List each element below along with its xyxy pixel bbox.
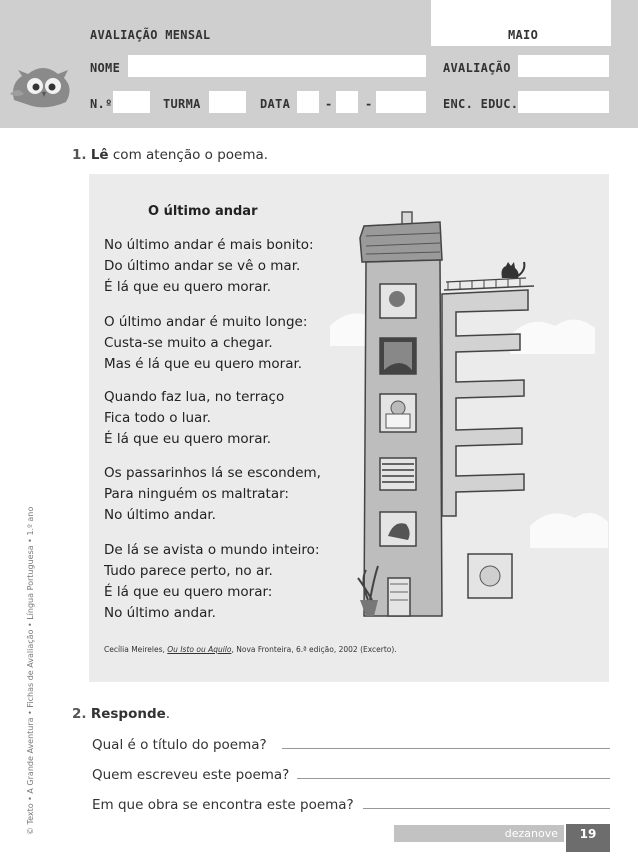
question-1 xyxy=(72,147,268,163)
date-day-field[interactable] xyxy=(297,91,319,113)
question-1-text: com atenção o poema. xyxy=(108,147,269,163)
poem-stanza xyxy=(104,312,307,375)
poem-line: Do último andar se vê o mar. xyxy=(104,258,301,274)
owl-mascot-icon xyxy=(8,50,78,112)
question-2-prompt: Quem escreveu este poema? xyxy=(92,767,290,783)
guardian-label: ENC. EDUC. xyxy=(443,97,519,111)
citation-author: Cecília Meireles, xyxy=(104,645,168,654)
poem-line: É lá que eu quero morar: xyxy=(104,584,273,600)
poem-stanza xyxy=(104,387,284,450)
poem-line: Mas é lá que eu quero morar. xyxy=(104,356,303,372)
page-number: 19 xyxy=(566,824,610,852)
poem-citation xyxy=(104,645,397,654)
question-1-number: 1. xyxy=(72,147,87,163)
poem-line: Para ninguém os maltratar: xyxy=(104,486,289,502)
question-2-prompt: Qual é o título do poema? xyxy=(92,737,267,753)
side-credit-text: © Texto • A Grande Aventura • Fichas de Avaliação • Língua Portuguesa • 1.º ano xyxy=(26,506,35,835)
poem-stanza xyxy=(104,540,320,624)
number-field[interactable] xyxy=(113,91,150,113)
poem-line: No último andar é mais bonito: xyxy=(104,237,314,253)
cat-icon xyxy=(502,262,519,278)
poem-line: Fica todo o luar. xyxy=(104,410,211,426)
question-2-period: . xyxy=(165,706,171,722)
question-2-prompt: Em que obra se encontra este poema? xyxy=(92,797,354,813)
name-field[interactable] xyxy=(128,55,426,77)
number-label: N.º xyxy=(90,97,113,111)
poem-line: De lá se avista o mundo inteiro: xyxy=(104,542,320,558)
cloud-icon xyxy=(530,513,608,548)
date-separator: - xyxy=(365,97,373,111)
answer-line-work[interactable] xyxy=(363,808,610,809)
poem-line: No último andar. xyxy=(104,507,216,523)
class-field[interactable] xyxy=(209,91,246,113)
poem-line: Custa-se muito a chegar. xyxy=(104,335,273,351)
date-month-field[interactable] xyxy=(336,91,358,113)
date-label: DATA xyxy=(260,97,291,111)
question-2 xyxy=(72,706,170,722)
building-illustration xyxy=(330,186,610,626)
poem-line: É lá que eu quero morar. xyxy=(104,431,272,447)
citation-work: Ou Isto ou Aquilo xyxy=(167,645,232,654)
poem-line: Quando faz lua, no terraço xyxy=(104,389,285,405)
poem-title: O último andar xyxy=(148,204,258,219)
grade-field[interactable] xyxy=(518,55,609,77)
guardian-field[interactable] xyxy=(518,91,609,113)
header-month: MAIO xyxy=(508,28,539,42)
grade-label: AVALIAÇÃO xyxy=(443,61,511,75)
poem-line: O último andar é muito longe: xyxy=(104,314,308,330)
cloud-icon xyxy=(510,319,595,354)
poem-line: É lá que eu quero morar. xyxy=(104,279,272,295)
name-label: NOME xyxy=(90,61,121,75)
date-year-field[interactable] xyxy=(376,91,426,113)
poem-stanza xyxy=(104,463,321,526)
citation-rest: , Nova Fronteira, 6.ª edição, 2002 (Excerto). xyxy=(231,645,397,654)
class-label: TURMA xyxy=(163,97,201,111)
poem-line: Os passarinhos lá se escondem, xyxy=(104,465,321,481)
answer-line-title[interactable] xyxy=(282,748,610,749)
poem-stanza xyxy=(104,235,314,298)
answer-line-author[interactable] xyxy=(297,778,610,779)
poem-line: Tudo parece perto, no ar. xyxy=(104,563,273,579)
page-number-word: dezanove xyxy=(504,827,558,840)
question-1-verb: Lê xyxy=(90,147,109,163)
poem-line: No último andar. xyxy=(104,605,216,621)
question-2-verb: Responde xyxy=(90,706,166,722)
question-2-number: 2. xyxy=(72,706,87,722)
header-title: AVALIAÇÃO MENSAL xyxy=(90,28,211,42)
date-separator: - xyxy=(325,97,333,111)
